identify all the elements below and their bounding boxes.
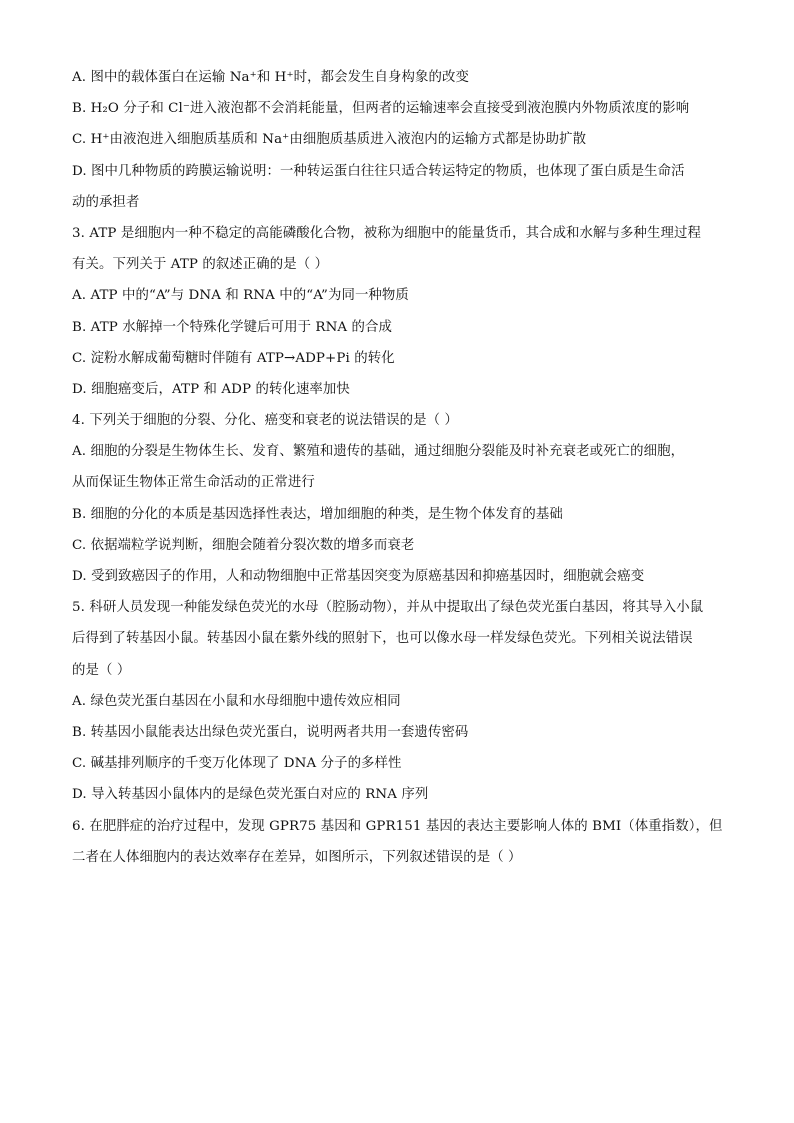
- q3-option-c: C. 淀粉水解成葡萄糖时伴随有 ATP→ADP+Pi 的转化: [72, 350, 395, 366]
- q2-option-b: B. H₂O 分子和 Cl⁻进入液泡都不会消耗能量，但两者的运输速率会直接受到液泡膜内外物质浓度的影响: [72, 101, 690, 117]
- q3-stem-cont: 有关。下列关于 ATP 的叙述正确的是（ ）: [72, 257, 329, 273]
- q5-option-a: A. 绿色荧光蛋白基因在小鼠和水母细胞中遗传效应相同: [72, 693, 401, 709]
- q2-option-a: A. 图中的载体蛋白在运输 Na⁺和 H⁺时，都会发生自身构象的改变: [72, 70, 469, 85]
- document-page: [72, 62, 724, 873]
- q5-option-d: D. 导入转基因小鼠体内的是绿色荧光蛋白对应的 RNA 序列: [72, 787, 429, 803]
- q6-stem: 6. 在肥胖症的治疗过程中，发现 GPR75 基因和 GPR151 基因的表达主要影响人体的 BMI（体重指数），但: [72, 818, 723, 834]
- q4-option-c: C. 依据端粒学说判断，细胞会随着分裂次数的增多而衰老: [72, 537, 415, 553]
- q2-option-c: C. H⁺由液泡进入细胞质基质和 Na⁺由细胞质基质进入液泡内的运输方式都是协助扩散: [72, 132, 587, 148]
- q4-stem: 4. 下列关于细胞的分裂、分化、癌变和衰老的说法错误的是（ ）: [72, 413, 458, 429]
- q2-option-d-cont: 动的承担者: [72, 194, 140, 210]
- q4-option-b: B. 细胞的分化的本质是基因选择性表达，增加细胞的种类，是生物个体发育的基础: [72, 506, 563, 522]
- q5-option-c: C. 碱基排列顺序的千变万化体现了 DNA 分子的多样性: [72, 756, 402, 772]
- q4-option-a-cont: 从而保证生物体正常生命活动的正常进行: [72, 475, 315, 491]
- q5-option-b: B. 转基因小鼠能表达出绿色荧光蛋白，说明两者共用一套遗传密码: [72, 724, 469, 740]
- q3-option-d: D. 细胞癌变后，ATP 和 ADP 的转化速率加快: [72, 381, 350, 397]
- q5-stem-end: 的是（ ）: [72, 662, 131, 678]
- q3-option-b: B. ATP 水解掉一个特殊化学键后可用于 RNA 的合成: [72, 319, 393, 335]
- q6-stem-cont: 二者在人体细胞内的表达效率存在差异，如图所示，下列叙述错误的是（ ）: [72, 849, 522, 865]
- q4-option-a: A. 细胞的分裂是生物体生长、发育、繁殖和遗传的基础，通过细胞分裂能及时补充衰老或死亡的细胞，: [72, 444, 685, 460]
- q3-stem: 3. ATP 是细胞内一种不稳定的高能磷酸化合物，被称为细胞中的能量货币，其合成和水解与多种生理过程: [72, 225, 701, 241]
- q5-stem: 5. 科研人员发现一种能发绿色荧光的水母（腔肠动物），并从中提取出了绿色荧光蛋白基因，将其导入小鼠: [72, 600, 704, 616]
- q4-option-d: D. 受到致癌因子的作用，人和动物细胞中正常基因突变为原癌基因和抑癌基因时，细胞就会癌变: [72, 569, 645, 584]
- q5-stem-cont: 后得到了转基因小鼠。转基因小鼠在紫外线的照射下，也可以像水母一样发绿色荧光。下列相关说法错误: [72, 631, 693, 647]
- q2-option-d: D. 图中几种物质的跨膜运输说明：一种转运蛋白往往只适合转运特定的物质，也体现了蛋白质是生命活: [72, 163, 685, 179]
- q3-option-a: A. ATP 中的“A”与 DNA 和 RNA 中的“A”为同一种物质: [72, 288, 409, 304]
